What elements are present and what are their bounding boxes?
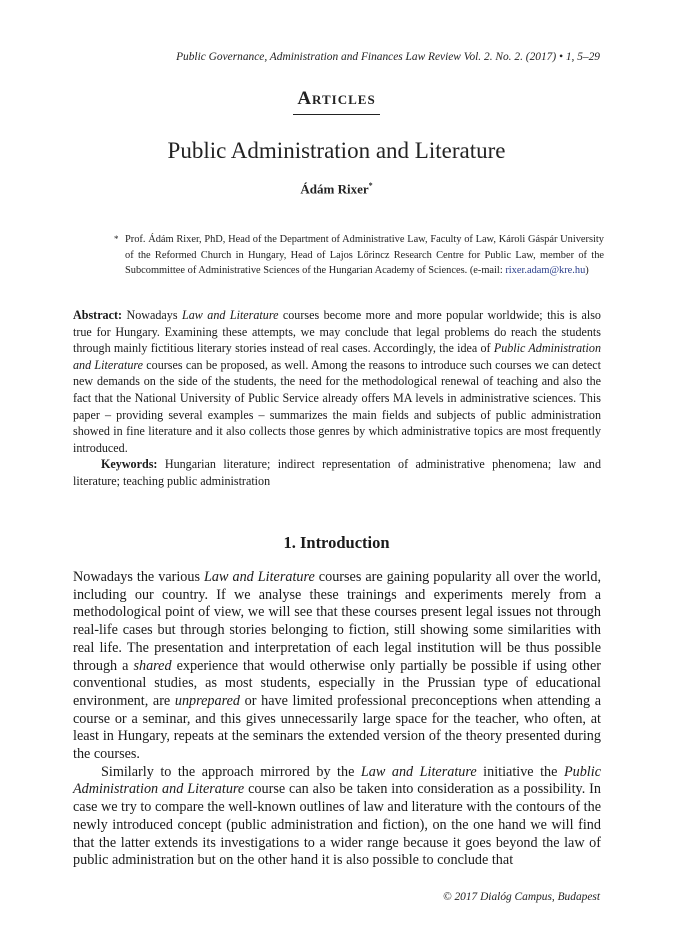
abstract-text: courses become more and more popular worldwide; this is also true for Hungary. Examining these attempts, we may conclude that legal problems do reach the students through mainly fictitious literary stories instead of real cases. Accordingly, the idea of — [73, 308, 601, 356]
abstract-text: Nowadays — [122, 308, 182, 322]
abstract-emphasis: Public Administration and Literature — [73, 341, 601, 372]
body-emphasis: Law and Literature — [360, 763, 477, 780]
body-text-run: Similarly to the approach mirrored by the — [101, 763, 361, 780]
abstract-label: Abstract: — [73, 308, 123, 322]
copyright-footer: © 2017 Dialóg Campus, Budapest — [442, 891, 600, 903]
body-paragraph — [73, 569, 601, 764]
body-emphasis: Law and Literature — [204, 569, 315, 585]
abstract-text: courses can be proposed, as well. Among the reasons to introduce such courses we can detect new demands on the side of the students, the need for the methodological renewal of teaching and also the fact that the National University of Public Service already offers MA levels in administrative sciences. This paper – providing several examples – summarizes the main fields and subjects of public administration showed in fine literature and it also collects those genres by which administrative topics are most frequently introduced. — [73, 357, 602, 455]
author-name: Ádám Rixer — [300, 181, 369, 197]
author-footnote-mark[interactable]: * — [368, 181, 373, 190]
article-title: Public Administration and Literature — [167, 138, 506, 163]
section-label-text: Articles — [293, 88, 379, 115]
author-line — [0, 181, 673, 197]
body-text-run: or have limited professional preconceptions when attending a course or a seminar, and this gives unnecessarily large space for the teacher, who often, at least in Hungary, repeats at the seminars the extended version of the theory presented during the courses. — [73, 692, 601, 763]
body-emphasis: shared — [133, 657, 172, 674]
abstract-emphasis: Law and Literature — [181, 308, 279, 322]
footnote-text — [125, 232, 604, 279]
abstract-paragraph — [73, 307, 601, 456]
body-text-run: Nowadays the various — [73, 569, 205, 585]
body-text — [73, 569, 601, 870]
body-text-run: course can also be taken into consideration as a possibility. In case we try to compare the well-known outlines of law and literature with the contours of the newly introduced concept (public administration and fiction), on the one hand we will find that the latter extends its investigations to a wider range because it goes beyond the law of public administration but on the other hand it is also possible to conclude that — [73, 781, 601, 869]
author-footnote — [114, 232, 604, 279]
email-link[interactable]: rixer.adam@kre.hu — [505, 265, 586, 276]
footnote-mark: * — [114, 234, 119, 244]
keywords-label: Keywords: — [101, 457, 158, 472]
body-emphasis: Public Administration and Literature — [73, 763, 601, 798]
body-text-run: experience that would otherwise only partially be possible if using other conventional studies, as most students, especially in the Prussian type of educational environment, are — [73, 657, 601, 709]
section-label — [0, 88, 673, 115]
keywords-paragraph — [73, 456, 601, 489]
body-text-run: courses are gaining popularity all over the world, including our country. If we analyse these trainings and experiments merely from a methodological point of view, we will see that these courses present legal issues not through real-life cases but through stories belonging to fiction, still showing some similarities with real life. The presentation and interpretation of each legal institution will be thus possible through a — [73, 569, 601, 674]
section-heading: 1. Introduction — [283, 533, 390, 552]
running-head: Public Governance, Administration and Finances Law Review Vol. 2. No. 2. (2017) • 1, 5–29 — [176, 51, 600, 63]
abstract — [73, 307, 601, 490]
footnote-body: Prof. Ádám Rixer, PhD, Head of the Department of Administrative Law, Faculty of Law, Károli Gáspár University of the Reformed Church in Hungary, Head of Lajos Lőrincz Research Centre for Public Law, member of the Subcommittee of Administrative Sciences of the Hungarian Academy of Sciences. (e-mail: — [125, 234, 604, 276]
body-emphasis: unprepared — [174, 692, 241, 709]
footnote-close: ) — [585, 265, 589, 276]
body-paragraph — [73, 764, 601, 870]
keywords-text: Hungarian literature; indirect representation of administrative phenomena; law and literature; teaching public administration — [73, 457, 601, 488]
body-text-run: initiative the — [476, 763, 564, 780]
